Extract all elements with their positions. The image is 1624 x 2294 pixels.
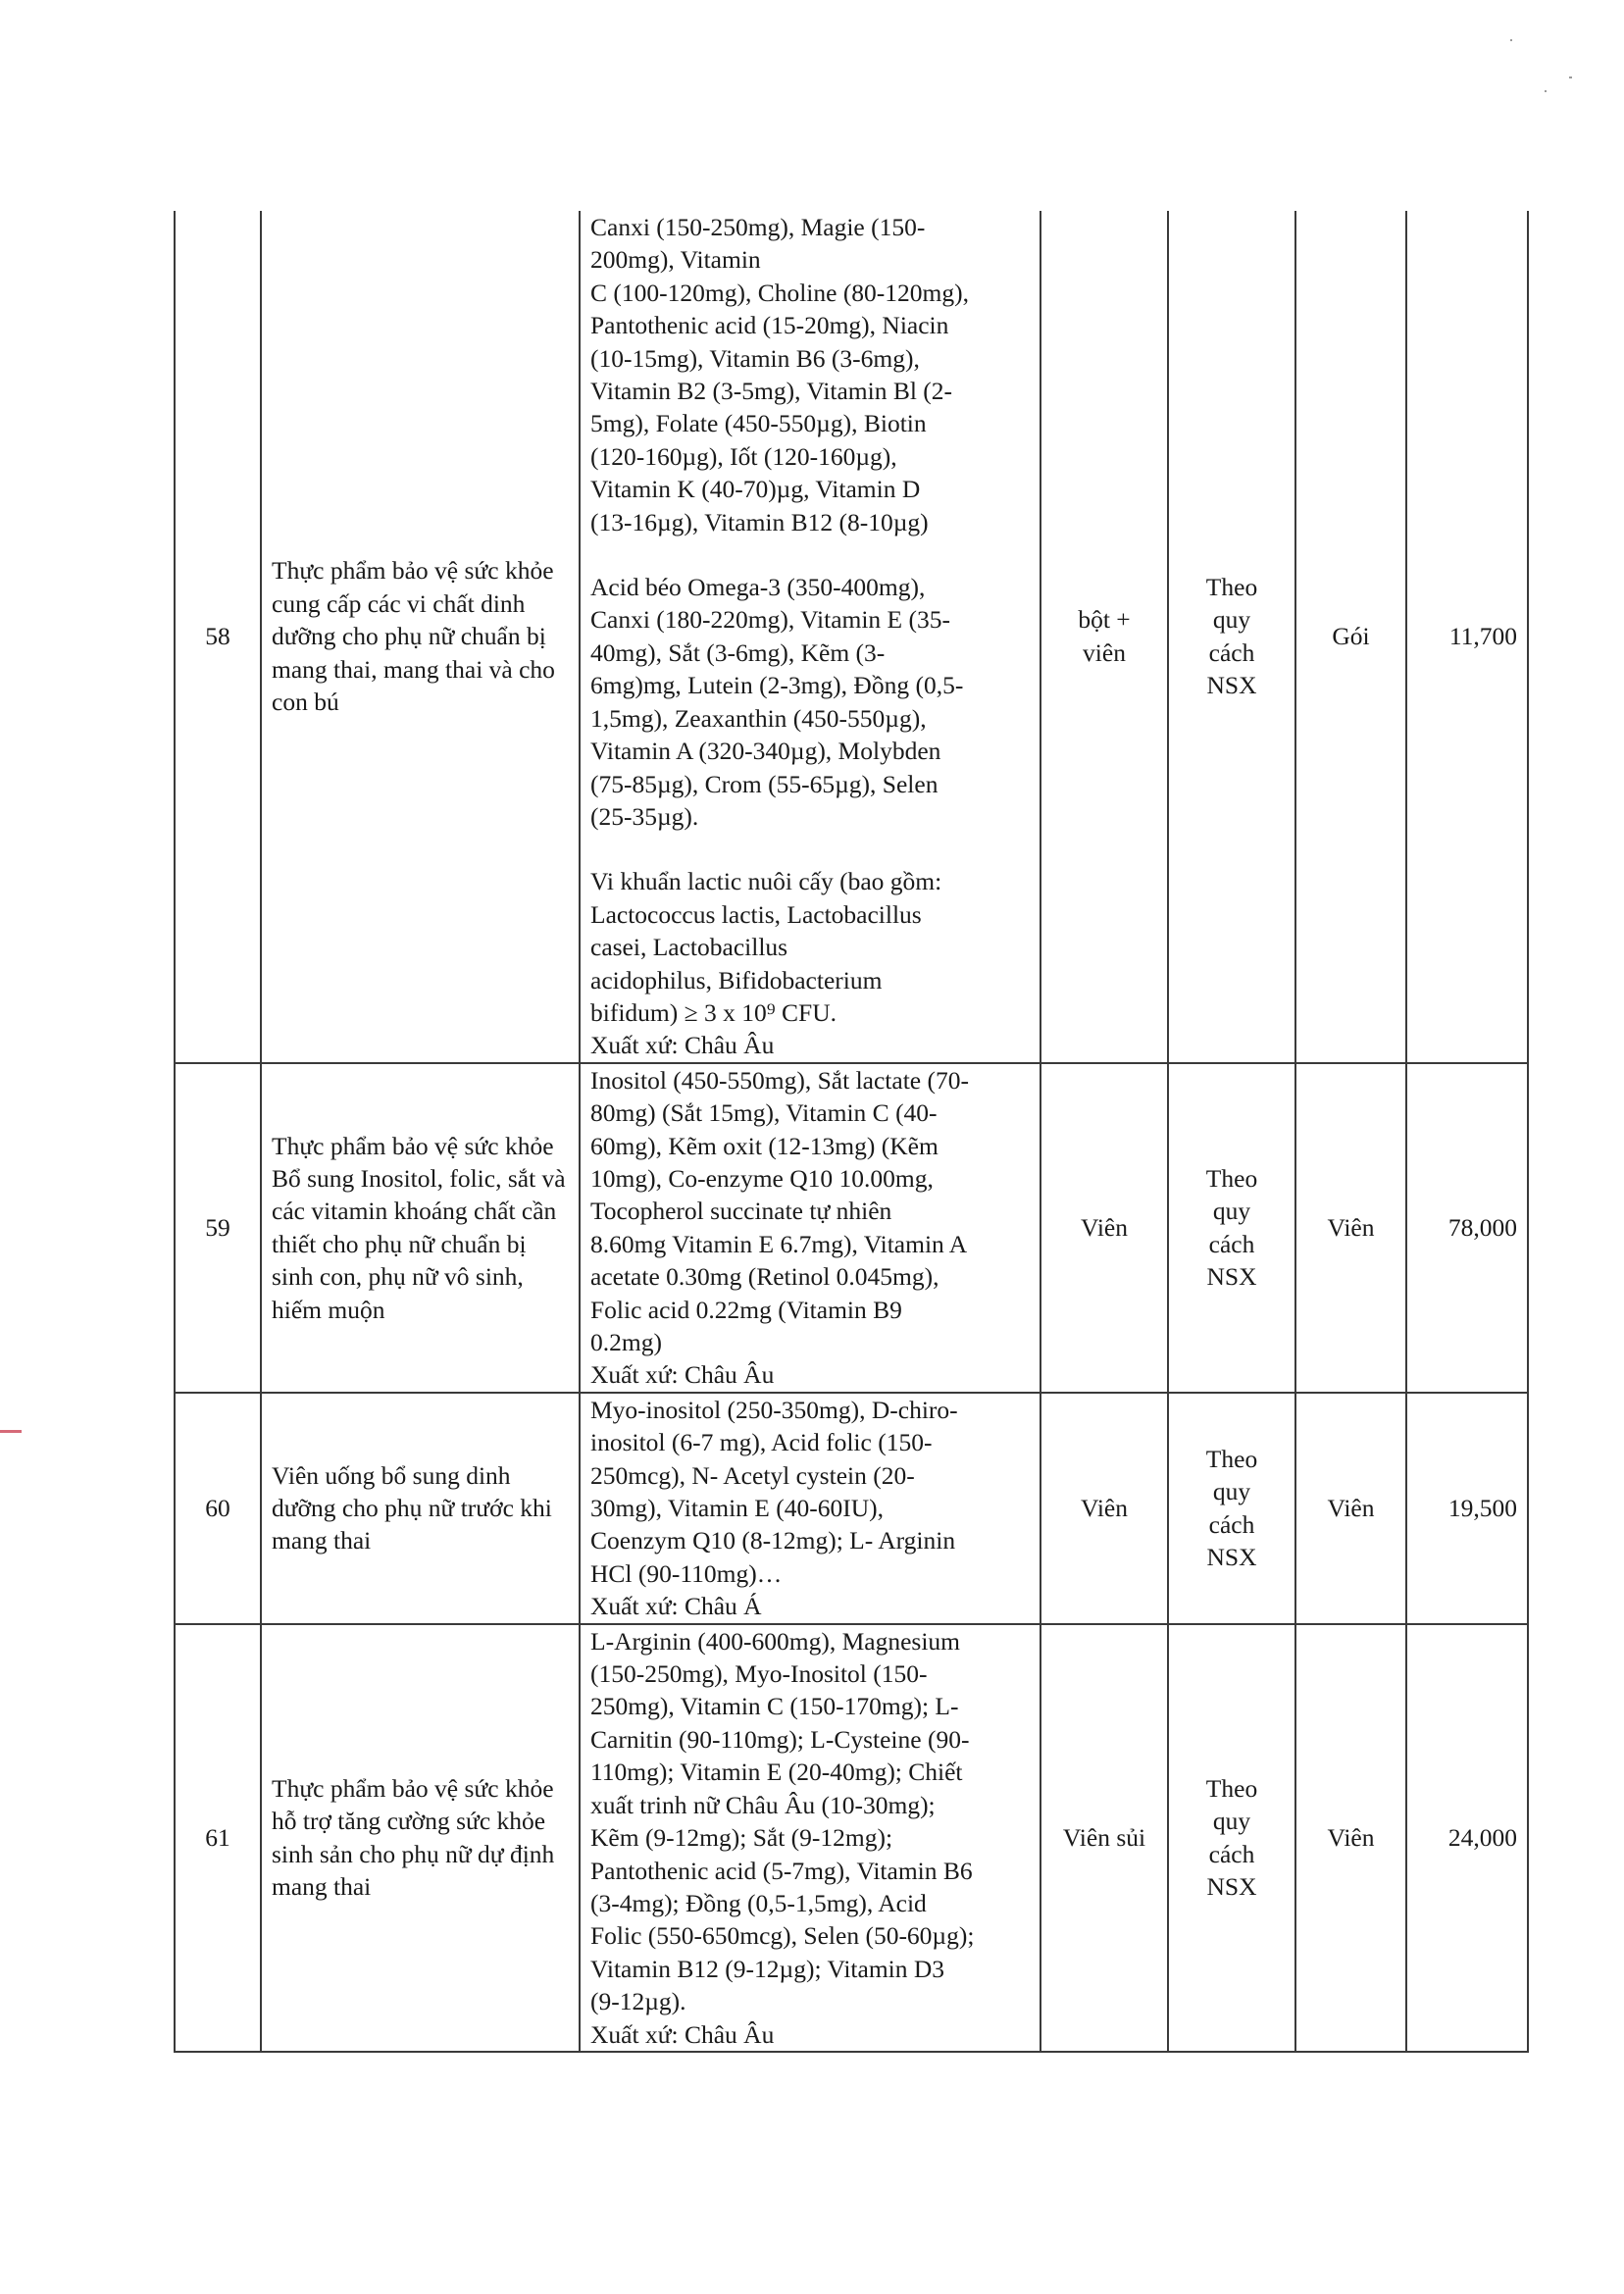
spec-line: cách [1208, 1509, 1255, 1539]
row-number: 59 [175, 1063, 261, 1393]
unit-price: 11,700 [1406, 211, 1528, 1063]
unit: Viên [1295, 1624, 1406, 2052]
spec-line: quy [1212, 605, 1251, 635]
composition-paragraph: L-Arginin (400-600mg), Magnesium (150-250mg), Myo-Inositol (150- 250mg), Vitamin C (150-170mg); L- Carnitin (90-110mg); L-Cysteine (90- 110mg); Vitamin E (20-40mg); Chiết xuất trinh nữ Châu Âu (10-30mg); Kẽm (9-12mg); Sắt (9-12mg); Pantothenic acid (5-7mg), Vitamin B6 (3-4mg); Đồng (0,5-1,5mg), Acid Folic (550-650mcg), Selen (50-60µg); Vitamin B12 (9-12µg); Vitamin D3 (9-12µg). Xuất xứ: Châu Âu [590, 1626, 975, 2049]
unit: Gói [1295, 211, 1406, 1063]
spec-line: NSX [1206, 1262, 1257, 1292]
product-composition [580, 1063, 1040, 1393]
table-row [175, 1063, 1528, 1393]
spec-line: Theo [1205, 1444, 1258, 1473]
spec-line: cách [1208, 637, 1255, 667]
spec-line: NSX [1206, 671, 1257, 700]
product-name: Thực phẩm bảo vệ sức khỏe hỗ trợ tăng cường sức khỏe sinh sản cho phụ nữ dự định mang thai [261, 1624, 580, 2052]
spec-line: NSX [1206, 1872, 1257, 1902]
dosage-form-text: bột + viên [1078, 605, 1131, 667]
composition-paragraph: Vi khuẩn lactic nuôi cấy (bao gồm: Lactococcus lactis, Lactobacillus casei, Lactobacillus acidophilus, Bifidobacterium bifidum) ≥ 3 x 10⁹ CFU. Xuất xứ: Châu Âu [590, 867, 942, 1060]
spec-line: Theo [1205, 1773, 1258, 1803]
spec-line: quy [1212, 1807, 1251, 1836]
table-row [175, 1624, 1528, 2052]
table-row [175, 1393, 1528, 1624]
product-name: Thực phẩm bảo vệ sức khỏe Bổ sung Inositol, folic, sắt và các vitamin khoáng chất cần thiết cho phụ nữ chuẩn bị sinh con, phụ nữ vô sinh, hiếm muộn [261, 1063, 580, 1393]
unit: Viên [1295, 1063, 1406, 1393]
unit-price: 24,000 [1406, 1624, 1528, 2052]
scan-speck [1510, 39, 1512, 41]
product-composition [580, 211, 1040, 1063]
product-composition [580, 1624, 1040, 2052]
spec-line: Theo [1205, 1163, 1258, 1193]
dosage-form: Viên [1040, 1393, 1168, 1624]
spec-line: quy [1212, 1197, 1251, 1226]
composition-paragraph: Inositol (450-550mg), Sắt lactate (70- 80mg) (Sắt 15mg), Vitamin C (40- 60mg), Kẽm oxit (12-13mg) (Kẽm 10mg), Co-enzyme Q10 10.00mg, Tocopherol succinate tự nhiên 8.60mg Vitamin E 6.7mg), Vitamin A acetate 0.30mg (Retinol 0.045mg), Folic acid 0.22mg (Vitamin B9 0.2mg) Xuất xứ: Châu Âu [590, 1065, 969, 1390]
unit-price: 19,500 [1406, 1393, 1528, 1624]
packaging-spec [1168, 211, 1295, 1063]
composition-paragraph: Canxi (150-250mg), Magie (150- 200mg), Vitamin C (100-120mg), Choline (80-120mg), Pantothenic acid (15-20mg), Niacin (10-15mg), Vitamin B6 (3-6mg), Vitamin B2 (3-5mg), Vitamin Bl (2- 5mg), Folate (450-550µg), Biotin (120-160µg), Iốt (120-160µg), Vitamin K (40-70)µg, Vitamin D (13-16µg), Vitamin B12 (8-10µg) [590, 213, 969, 536]
packaging-spec [1168, 1063, 1295, 1393]
composition-paragraph: Acid béo Omega-3 (350-400mg), Canxi (180-220mg), Vitamin E (35- 40mg), Sắt (3-6mg), Kẽm (3- 6mg)mg, Lutein (2-3mg), Đồng (0,5- 1,5mg), Zeaxanthin (450-550µg), Vitamin A (320-340µg), Molybden (75-85µg), Crom (55-65µg), Selen (25-35µg). [590, 573, 964, 831]
row-number: 61 [175, 1624, 261, 2052]
scan-speck [1545, 90, 1547, 92]
spec-line: quy [1212, 1477, 1251, 1506]
scan-speck [1569, 76, 1572, 78]
spec-line: cách [1208, 1839, 1255, 1868]
packaging-spec [1168, 1624, 1295, 2052]
product-name: Viên uống bổ sung dinh dưỡng cho phụ nữ trước khi mang thai [261, 1393, 580, 1624]
table-row [175, 211, 1528, 1063]
dosage-form [1040, 211, 1168, 1063]
dosage-form: Viên [1040, 1063, 1168, 1393]
row-number: 60 [175, 1393, 261, 1624]
spec-line: Theo [1205, 573, 1258, 602]
unit-price: 78,000 [1406, 1063, 1528, 1393]
product-composition [580, 1393, 1040, 1624]
unit: Viên [1295, 1393, 1406, 1624]
composition-paragraph: Myo-inositol (250-350mg), D-chiro- inositol (6-7 mg), Acid folic (150- 250mcg), N- Acetyl cystein (20- 30mg), Vitamin E (40-60IU), Coenzym Q10 (8-12mg); L- Arginin HCl (90-110mg)… Xuất xứ: Châu Á [590, 1395, 958, 1621]
dosage-form: Viên sủi [1040, 1624, 1168, 2052]
spec-line: NSX [1206, 1543, 1257, 1572]
scan-red-mark [0, 1430, 22, 1433]
packaging-spec [1168, 1393, 1295, 1624]
product-table [174, 211, 1529, 2053]
row-number: 58 [175, 211, 261, 1063]
spec-line: cách [1208, 1229, 1255, 1258]
product-name: Thực phẩm bảo vệ sức khỏe cung cấp các vi chất dinh dưỡng cho phụ nữ chuẩn bị mang thai, mang thai và cho con bú [261, 211, 580, 1063]
